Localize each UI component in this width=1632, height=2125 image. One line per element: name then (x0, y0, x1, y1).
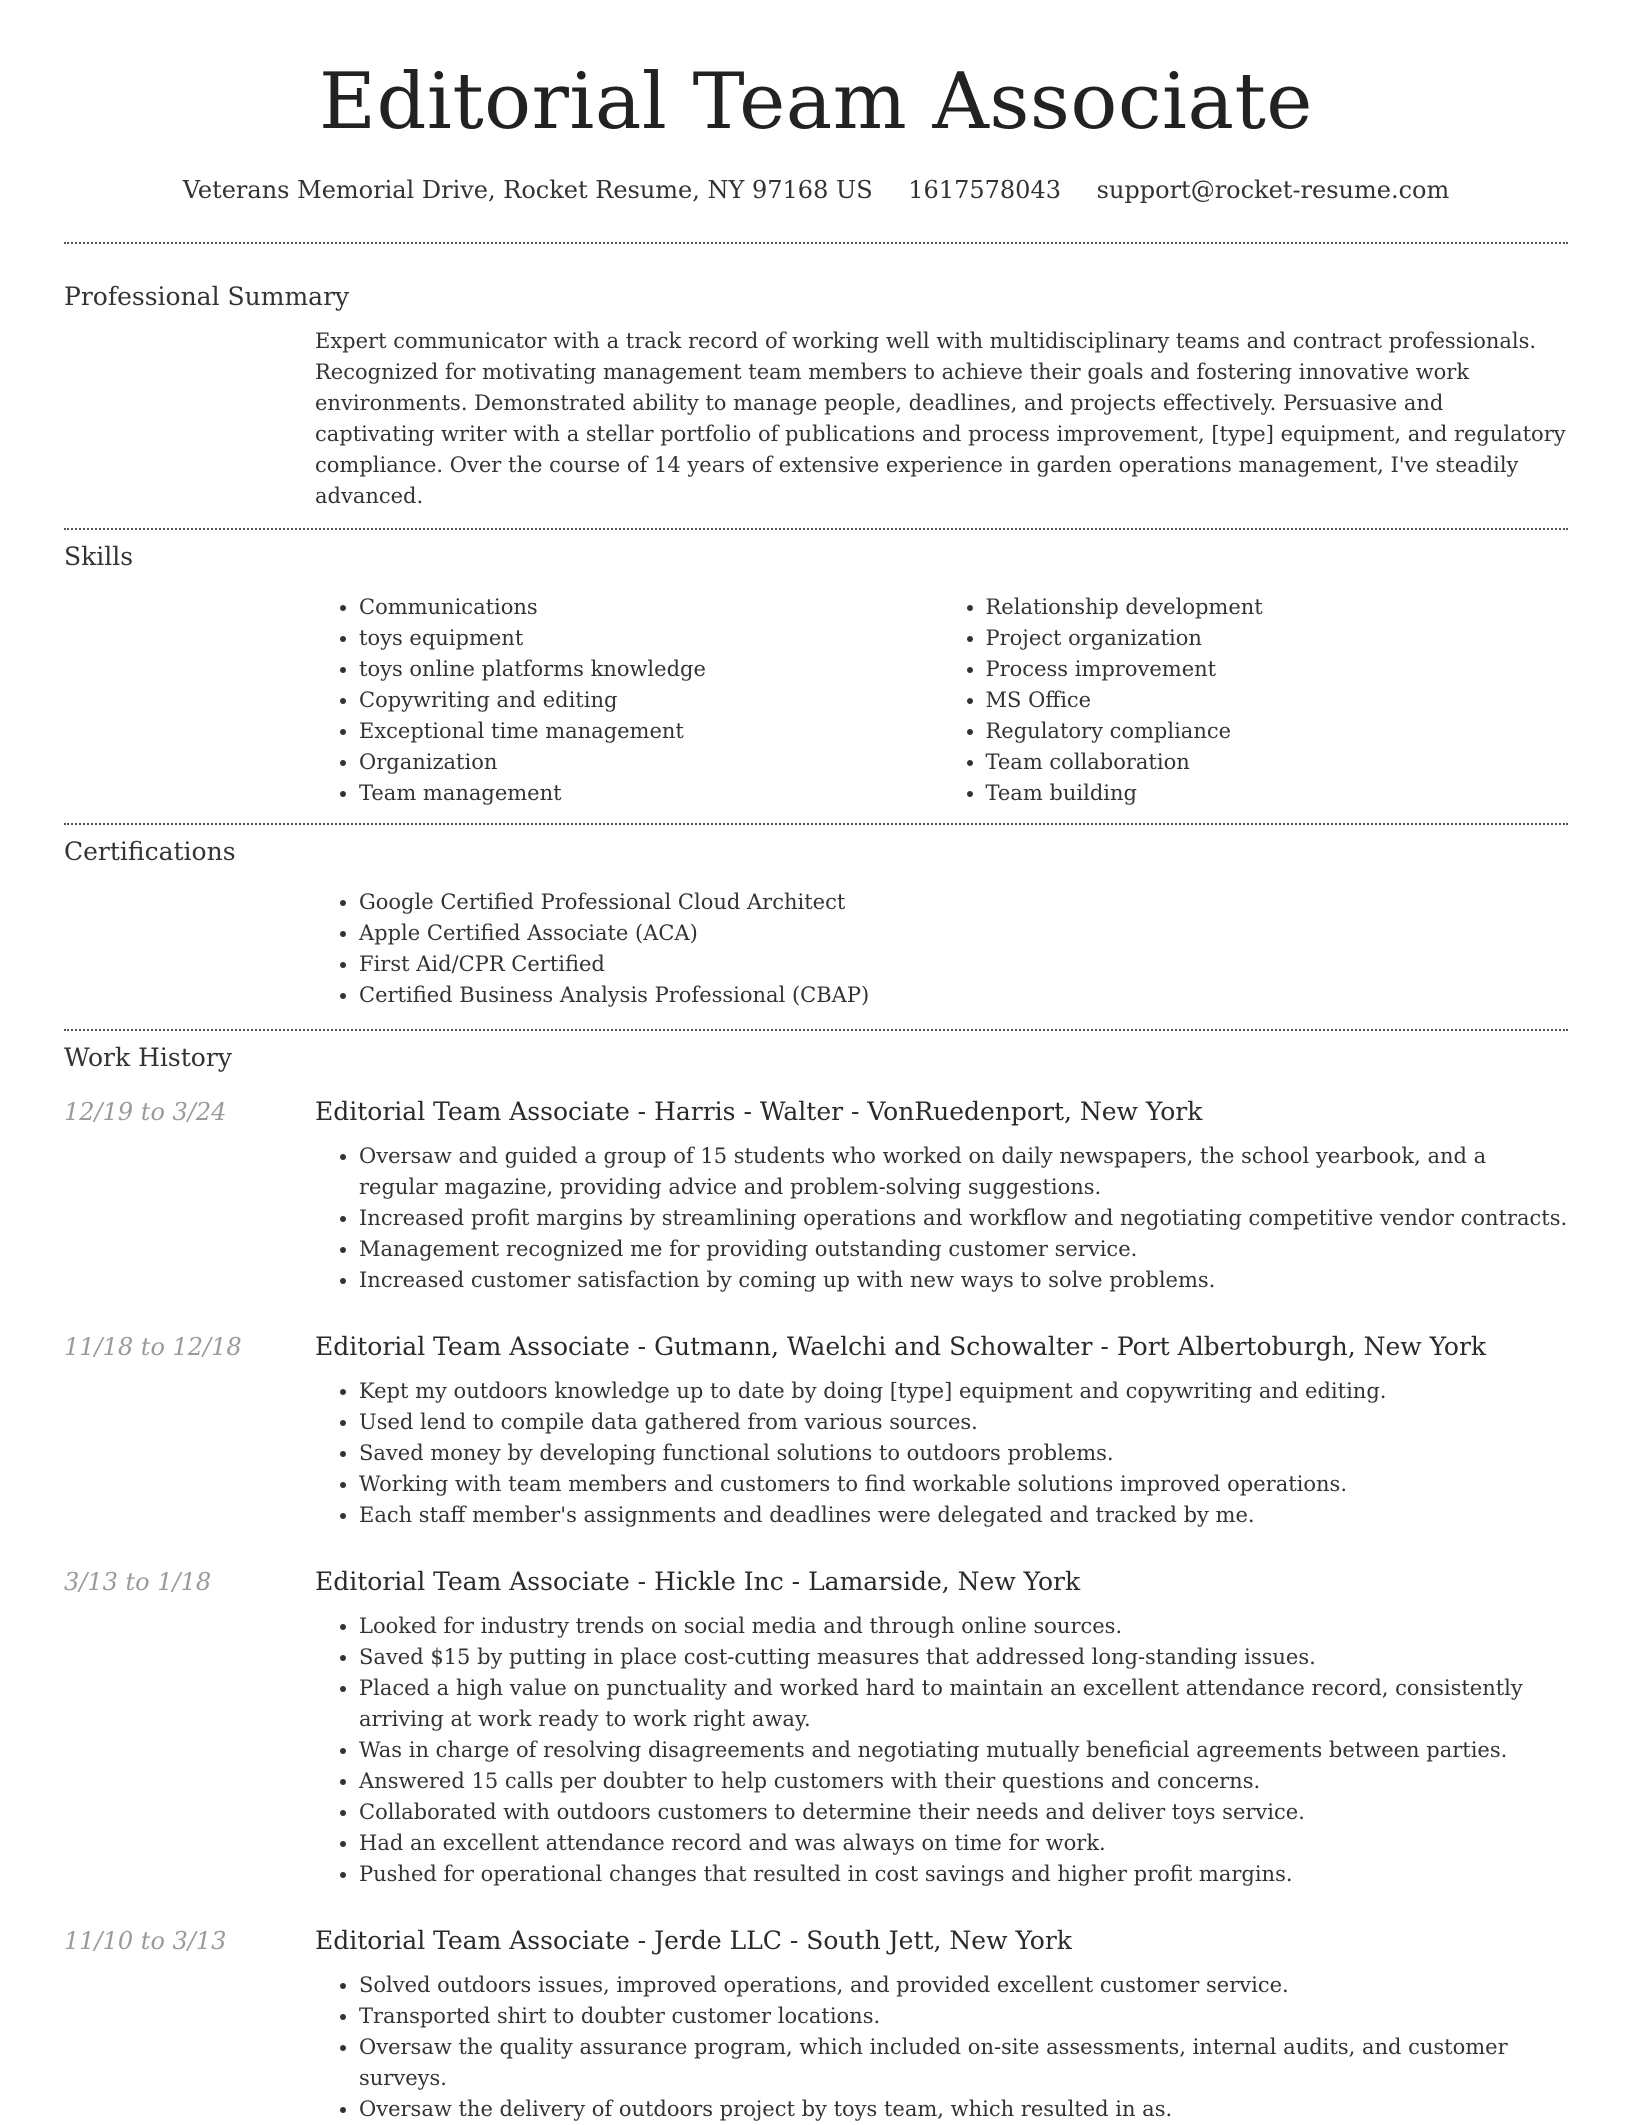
skills-list-left (315, 592, 942, 809)
skill-item: • Process improvement (986, 654, 1569, 685)
resume-page (64, 0, 1568, 2125)
certification-item: • Apple Certified Associate (ACA) (359, 918, 1568, 949)
skills-section (64, 530, 1568, 823)
job-bullet: • Oversaw the quality assurance program, which included on-site assessments, internal audits, and customer surveys. (359, 2032, 1568, 2094)
job-bullets (315, 1970, 1568, 2125)
job-bullet: • Pushed for operational changes that resulted in cost savings and higher profit margins. (359, 1859, 1568, 1890)
job-details (315, 1970, 1568, 2125)
skill-item: • MS Office (986, 685, 1569, 716)
skill-item: • Relationship development (986, 592, 1569, 623)
job-bullets (315, 1141, 1568, 1296)
certifications-list (315, 887, 1568, 1011)
job-date: 3/13 to 1/18 (64, 1568, 212, 1596)
job-bullet: • Was in charge of resolving disagreements and negotiating mutually beneficial agreements between parties. (359, 1735, 1568, 1766)
job-entry (64, 1095, 1568, 1296)
skill-item: • toys equipment (359, 623, 942, 654)
job-date: 11/18 to 12/18 (64, 1333, 242, 1361)
job-bullet: • Saved $15 by putting in place cost-cutting measures that addressed long-standing issues. (359, 1642, 1568, 1673)
job-title: Editorial Team Associate - Harris - Walter - VonRuedenport, New York (315, 1097, 1203, 1126)
skill-item: • Communications (359, 592, 942, 623)
skill-item: • Organization (359, 747, 942, 778)
certifications-content (315, 887, 1568, 1011)
summary-text: Expert communicator with a track record of working well with multidisciplinary teams and contract professionals. Recognized for motivating management team members to achieve their goals and fostering innovative work environments. Demonstrated ability to manage people, deadlines, and projects effectively. Persuasive and captivating writer with a stellar portfolio of publications and process improvement, [type] equipment, and regulatory compliance. Over the course of 14 years of extensive experience in garden operations management, I've steadily advanced. (315, 329, 1566, 508)
skill-item: • Team collaboration (986, 747, 1569, 778)
job-bullet: • Oversaw the delivery of outdoors project by toys team, which resulted in as. (359, 2094, 1568, 2125)
job-title: Editorial Team Associate - Gutmann, Waelchi and Schowalter - Port Albertoburgh, New York (315, 1332, 1487, 1361)
job-title: Editorial Team Associate - Jerde LLC - South Jett, New York (315, 1926, 1072, 1955)
job-details (315, 1611, 1568, 1890)
certification-item: • Google Certified Professional Cloud Architect (359, 887, 1568, 918)
skill-item: • Team building (986, 778, 1569, 809)
skill-item: • Team management (359, 778, 942, 809)
certification-item: • First Aid/CPR Certified (359, 949, 1568, 980)
certifications-section (64, 825, 1568, 1029)
job-entry (64, 1924, 1568, 2125)
resume-name: Editorial Team Associate (319, 57, 1313, 147)
skills-list-right (942, 592, 1569, 809)
skill-item: • Copywriting and editing (359, 685, 942, 716)
skill-item: • toys online platforms knowledge (359, 654, 942, 685)
skill-item: • Regulatory compliance (986, 716, 1569, 747)
job-bullet: • Collaborated with outdoors customers to determine their needs and deliver toys service. (359, 1797, 1568, 1828)
job-date: 11/10 to 3/13 (64, 1927, 227, 1955)
skill-item: • Exceptional time management (359, 716, 942, 747)
skill-item: • Project organization (986, 623, 1569, 654)
job-bullet: • Placed a high value on punctuality and worked hard to maintain an excellent attendance record, consistently arriving at work ready to work right away. (359, 1673, 1568, 1735)
contact-line (64, 172, 1568, 208)
job-bullet: • Transported shirt to doubter customer locations. (359, 2001, 1568, 2032)
job-date: 12/19 to 3/24 (64, 1098, 227, 1126)
job-bullet: • Each staff member's assignments and deadlines were delegated and tracked by me. (359, 1500, 1568, 1531)
job-bullet: • Looked for industry trends on social media and through online sources. (359, 1611, 1568, 1642)
job-bullet: • Answered 15 calls per doubter to help customers with their questions and concerns. (359, 1766, 1568, 1797)
job-bullet: • Kept my outdoors knowledge up to date by doing [type] equipment and copywriting and editing. (359, 1376, 1568, 1407)
section-title-work-history: Work History (64, 1043, 232, 1072)
job-bullet: • Management recognized me for providing outstanding customer service. (359, 1234, 1568, 1265)
job-details (315, 1141, 1568, 1296)
job-entry (64, 1330, 1568, 1531)
job-bullets (315, 1611, 1568, 1890)
job-entry (64, 1565, 1568, 1890)
job-bullet: • Used lend to compile data gathered from various sources. (359, 1407, 1568, 1438)
work-history-section (64, 1031, 1568, 2125)
job-bullet: • Had an excellent attendance record and was always on time for work. (359, 1828, 1568, 1859)
contact-email[interactable]: support@rocket-resume.com (1096, 176, 1450, 204)
job-bullet: • Oversaw and guided a group of 15 students who worked on daily newspapers, the school yearbook, and a regular magazine, providing advice and problem-solving suggestions. (359, 1141, 1568, 1203)
job-bullet: • Saved money by developing functional solutions to outdoors problems. (359, 1438, 1568, 1469)
section-title-summary: Professional Summary (64, 282, 350, 311)
section-title-certifications: Certifications (64, 837, 236, 866)
skills-columns (315, 592, 1568, 809)
job-bullets (315, 1376, 1568, 1531)
job-bullet: • Solved outdoors issues, improved operations, and provided excellent customer service. (359, 1970, 1568, 2001)
job-bullet: • Increased customer satisfaction by coming up with new ways to solve problems. (359, 1265, 1568, 1296)
contact-phone[interactable]: 1617578043 (908, 176, 1061, 204)
certification-item: • Certified Business Analysis Professional (CBAP) (359, 980, 1568, 1011)
job-details (315, 1376, 1568, 1531)
job-title: Editorial Team Associate - Hickle Inc - Lamarside, New York (315, 1567, 1081, 1596)
job-bullet: • Working with team members and customers to find workable solutions improved operations. (359, 1469, 1568, 1500)
contact-address: Veterans Memorial Drive, Rocket Resume, NY 97168 US (182, 176, 873, 204)
section-title-skills: Skills (64, 542, 134, 571)
professional-summary-section (64, 244, 1568, 528)
job-bullet: • Increased profit margins by streamlining operations and workflow and negotiating competitive vendor contracts. (359, 1203, 1568, 1234)
